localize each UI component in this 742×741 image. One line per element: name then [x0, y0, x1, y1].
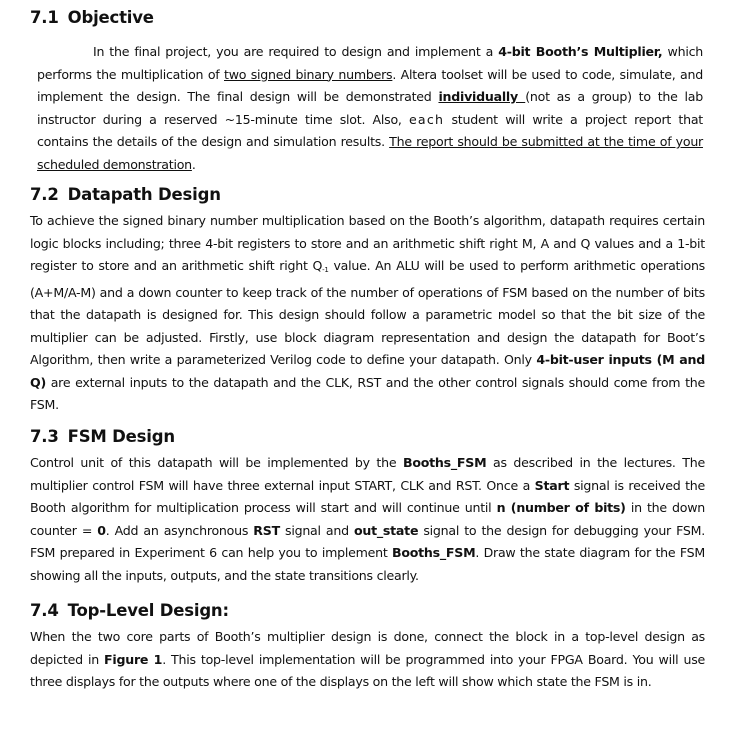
text-run: as described in the lectures. The multiplier control FSM will have three external input START, CLK and RST. Once a — [30, 455, 705, 493]
bold-run: Figure 1 — [104, 651, 163, 667]
objective-paragraph — [30, 41, 703, 176]
section-heading-toplevel — [30, 601, 705, 621]
text-run: which performs the multiplication of — [37, 44, 703, 82]
spaced-run: each — [408, 111, 445, 127]
bold-run: 0 — [97, 522, 106, 538]
toplevel-paragraph — [30, 626, 705, 694]
underlined-run: The report should be submitted at the time of your scheduled demonstration — [37, 134, 703, 172]
bold-underlined-run: individually — [438, 89, 526, 104]
text-run: value. An ALU will be used to perform arithmetic operations (A+M/A-M) and a down counter to keep track of the number of operations of FSM based on the number of bits that the datapath is designed for. This design should follow a parametric model so that the bit size of the multiplier can be adjusted. Firstly, use block diagram representation and design the datapath for Boot’s Algorithm, then write a parameterized Verilog code to define your datapath. Only — [30, 258, 705, 367]
section-number: 7.3 — [30, 427, 59, 446]
text-run: in the down counter = — [30, 500, 706, 538]
text-run: student will write a project report that contains the details of the design and simulation results. — [37, 111, 703, 149]
section-objective — [30, 8, 705, 176]
bold-run: RST — [253, 522, 280, 538]
text-run: . Draw the state diagram for the FSM showing all the inputs, outputs, and the state transitions clearly. — [30, 545, 705, 583]
text-run: Control unit of this datapath will be implemented by the — [30, 455, 403, 470]
text-run: . This top-level implementation will be programmed into your FPGA Board. You will use three displays for the outputs where one of the displays on the left will show which state the FSM is in. — [30, 651, 705, 689]
fsm-paragraph — [30, 452, 705, 587]
bold-run: 4-bit-user inputs (M and Q) — [30, 352, 705, 390]
text-run: signal to the design for debugging your FSM. FSM prepared in Experiment 6 can help you to implement — [30, 522, 705, 560]
text-run: When the two core parts of Booth’s multiplier design is done, connect the block in a top-level design as depicted in — [30, 629, 705, 667]
section-number: 7.2 — [30, 185, 59, 204]
text-run: . Altera toolset will be used to code, simulate, and implement the design. The final design will be demonstrated — [37, 66, 703, 104]
section-title: Top-Level Design: — [67, 601, 229, 620]
section-heading-objective — [30, 8, 705, 28]
section-heading-datapath — [30, 185, 705, 205]
section-fsm — [30, 427, 705, 587]
text-run: signal and — [279, 522, 354, 538]
section-title: Datapath Design — [67, 185, 221, 204]
text-run: signal is received the Booth algorithm for multiplication process will start and will continue until — [30, 477, 705, 515]
section-toplevel — [30, 601, 705, 694]
subscript-run: -1 — [322, 266, 329, 274]
section-heading-fsm — [30, 427, 705, 447]
section-title: Objective — [67, 8, 154, 27]
text-run: are external inputs to the datapath and the CLK, RST and the other control signals should come from the FSM. — [30, 374, 705, 412]
bold-run: Start — [534, 477, 570, 493]
text-run: . — [191, 156, 196, 172]
bold-run: Booths_FSM — [391, 545, 476, 560]
text-run: To achieve the signed binary number multiplication based on the Booth’s algorithm, datapath requires certain logic blocks including; three 4-bit registers to store and an arithmetic shift right M, A and Q values and a 1-bit register to store and an arithmetic shift right Q — [30, 213, 705, 273]
bold-run: out_state — [353, 522, 419, 538]
bold-run: 4-bit Booth’s Multiplier, — [498, 44, 663, 59]
datapath-paragraph — [30, 210, 705, 417]
section-number: 7.4 — [30, 601, 59, 620]
text-run: . Add an asynchronous — [105, 522, 254, 538]
bold-run: Booths_FSM — [402, 455, 487, 470]
section-number: 7.1 — [30, 8, 59, 27]
section-title: FSM Design — [67, 427, 175, 446]
underlined-run: two signed binary numbers — [224, 66, 393, 82]
text-run: In the final project, you are required to design and implement a — [93, 44, 499, 59]
text-run: (not as a group) to the lab instructor during a reserved ~15-minute time slot. Also, — [37, 89, 703, 127]
section-datapath — [30, 185, 705, 417]
bold-run: n (number of bits) — [496, 500, 626, 515]
